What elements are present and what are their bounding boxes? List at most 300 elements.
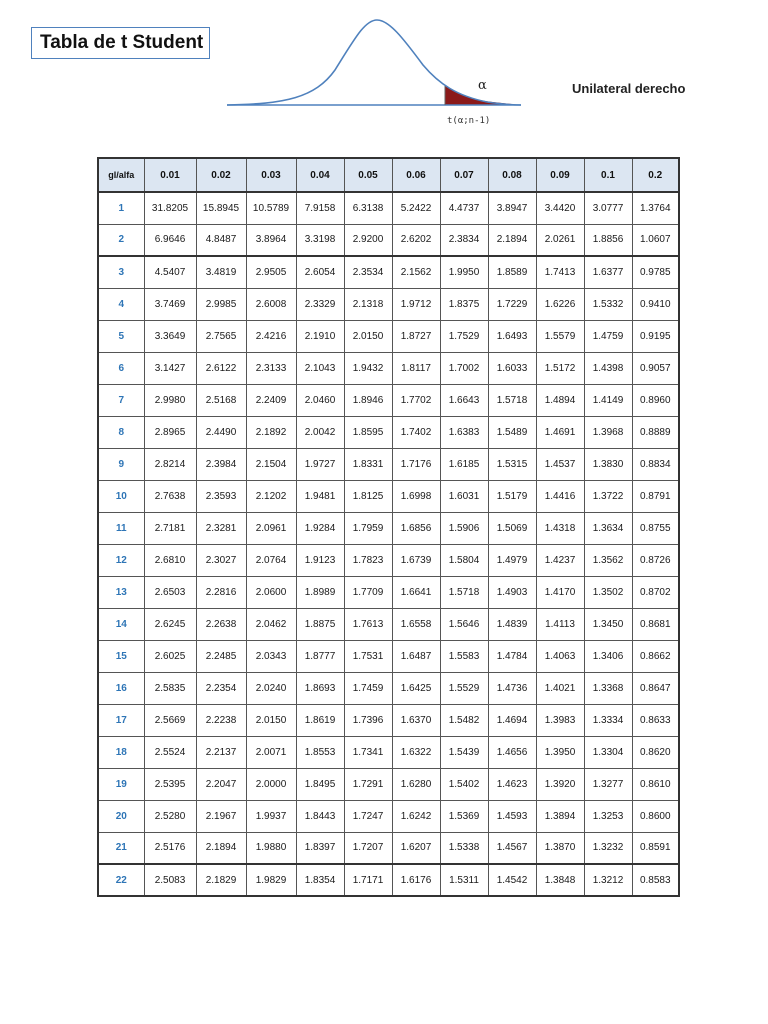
table-cell: 1.5402 <box>440 768 488 800</box>
row-gl-cell: 2 <box>98 224 144 256</box>
table-cell: 1.5489 <box>488 416 536 448</box>
table-cell: 1.7229 <box>488 288 536 320</box>
table-cell: 0.8633 <box>632 704 679 736</box>
table-cell: 1.3232 <box>584 832 632 864</box>
table-cell: 1.5804 <box>440 544 488 576</box>
table-cell: 0.8960 <box>632 384 679 416</box>
table-cell: 1.3562 <box>584 544 632 576</box>
table-cell: 1.6425 <box>392 672 440 704</box>
table-cell: 4.5407 <box>144 256 196 288</box>
table-row <box>98 480 679 512</box>
table-row <box>98 352 679 384</box>
table-cell: 2.5168 <box>196 384 246 416</box>
table-cell: 1.6185 <box>440 448 488 480</box>
row-gl-cell: 14 <box>98 608 144 640</box>
table-cell: 1.8619 <box>296 704 344 736</box>
table-cell: 1.7531 <box>344 640 392 672</box>
table-cell: 2.2238 <box>196 704 246 736</box>
table-cell: 1.6558 <box>392 608 440 640</box>
table-cell: 1.7613 <box>344 608 392 640</box>
table-cell: 0.8620 <box>632 736 679 768</box>
table-cell: 3.7469 <box>144 288 196 320</box>
table-cell: 4.8487 <box>196 224 246 256</box>
table-cell: 0.8791 <box>632 480 679 512</box>
table-cell: 2.0150 <box>344 320 392 352</box>
table-cell: 1.9123 <box>296 544 344 576</box>
table-cell: 1.9481 <box>296 480 344 512</box>
table-cell: 1.3212 <box>584 864 632 896</box>
row-gl-cell: 20 <box>98 800 144 832</box>
table-cell: 0.8583 <box>632 864 679 896</box>
table-cell: 2.8214 <box>144 448 196 480</box>
table-cell: 2.3133 <box>246 352 296 384</box>
table-cell: 1.8989 <box>296 576 344 608</box>
table-cell: 2.1910 <box>296 320 344 352</box>
table-cell: 2.2816 <box>196 576 246 608</box>
table-cell: 1.4416 <box>536 480 584 512</box>
table-cell: 2.3329 <box>296 288 344 320</box>
row-gl-cell: 10 <box>98 480 144 512</box>
table-cell: 1.7459 <box>344 672 392 704</box>
table-cell: 2.7638 <box>144 480 196 512</box>
table-cell: 0.8702 <box>632 576 679 608</box>
table-cell: 2.2485 <box>196 640 246 672</box>
table-cell: 1.9880 <box>246 832 296 864</box>
table-cell: 2.8965 <box>144 416 196 448</box>
table-row <box>98 320 679 352</box>
row-gl-cell: 7 <box>98 384 144 416</box>
table-row <box>98 224 679 256</box>
row-gl-cell: 13 <box>98 576 144 608</box>
row-gl-cell: 16 <box>98 672 144 704</box>
table-cell: 1.6856 <box>392 512 440 544</box>
table-cell: 1.4623 <box>488 768 536 800</box>
table-cell: 1.5369 <box>440 800 488 832</box>
table-cell: 1.3722 <box>584 480 632 512</box>
table-cell: 2.0343 <box>246 640 296 672</box>
table-cell: 0.8591 <box>632 832 679 864</box>
table-cell: 2.3281 <box>196 512 246 544</box>
table-cell: 2.0460 <box>296 384 344 416</box>
table-cell: 2.1562 <box>392 256 440 288</box>
table-cell: 2.6503 <box>144 576 196 608</box>
table-cell: 0.8755 <box>632 512 679 544</box>
row-gl-cell: 8 <box>98 416 144 448</box>
table-cell: 1.3968 <box>584 416 632 448</box>
bell-curve <box>227 20 521 105</box>
table-cell: 2.9200 <box>344 224 392 256</box>
table-cell: 2.1504 <box>246 448 296 480</box>
table-cell: 1.8946 <box>344 384 392 416</box>
table-cell: 1.3304 <box>584 736 632 768</box>
table-cell: 2.0071 <box>246 736 296 768</box>
table-cell: 1.8727 <box>392 320 440 352</box>
table-cell: 2.1894 <box>488 224 536 256</box>
table-cell: 0.8834 <box>632 448 679 480</box>
table-cell: 1.3368 <box>584 672 632 704</box>
table-cell: 1.4318 <box>536 512 584 544</box>
table-cell: 2.0462 <box>246 608 296 640</box>
table-cell: 2.4216 <box>246 320 296 352</box>
table-cell: 1.9284 <box>296 512 344 544</box>
t-student-table <box>97 157 680 897</box>
table-cell: 1.6377 <box>584 256 632 288</box>
t-distribution-curve <box>225 10 525 130</box>
table-cell: 1.7413 <box>536 256 584 288</box>
table-cell: 1.5069 <box>488 512 536 544</box>
table-cell: 1.3870 <box>536 832 584 864</box>
table-cell: 6.9646 <box>144 224 196 256</box>
table-cell: 1.8589 <box>488 256 536 288</box>
table-cell: 1.4237 <box>536 544 584 576</box>
table-cell: 1.4149 <box>584 384 632 416</box>
table-cell: 2.1043 <box>296 352 344 384</box>
table-row <box>98 672 679 704</box>
table-cell: 1.9712 <box>392 288 440 320</box>
table-cell: 1.7702 <box>392 384 440 416</box>
table-cell: 2.3984 <box>196 448 246 480</box>
table-cell: 2.2354 <box>196 672 246 704</box>
table-cell: 1.7709 <box>344 576 392 608</box>
table-cell: 2.3027 <box>196 544 246 576</box>
header-alpha: 0.07 <box>440 158 488 192</box>
header-alpha: 0.09 <box>536 158 584 192</box>
table-cell: 1.6383 <box>440 416 488 448</box>
table-cell: 5.2422 <box>392 192 440 224</box>
table-cell: 1.5179 <box>488 480 536 512</box>
table-cell: 0.8610 <box>632 768 679 800</box>
table-cell: 1.8553 <box>296 736 344 768</box>
table-cell: 1.4542 <box>488 864 536 896</box>
table-cell: 1.8331 <box>344 448 392 480</box>
table-cell: 1.5583 <box>440 640 488 672</box>
table-cell: 2.1894 <box>196 832 246 864</box>
table-cell: 1.9432 <box>344 352 392 384</box>
header-alpha: 0.04 <box>296 158 344 192</box>
table-cell: 2.1318 <box>344 288 392 320</box>
table-cell: 2.5524 <box>144 736 196 768</box>
table-cell: 1.5482 <box>440 704 488 736</box>
table-cell: 2.0961 <box>246 512 296 544</box>
table-cell: 7.9158 <box>296 192 344 224</box>
table-cell: 3.4819 <box>196 256 246 288</box>
table-cell: 2.0261 <box>536 224 584 256</box>
table-cell: 1.5718 <box>440 576 488 608</box>
table-cell: 1.3920 <box>536 768 584 800</box>
table-cell: 2.1967 <box>196 800 246 832</box>
table-row <box>98 768 679 800</box>
header-alpha: 0.06 <box>392 158 440 192</box>
table-cell: 1.5906 <box>440 512 488 544</box>
table-cell: 2.0764 <box>246 544 296 576</box>
table-cell: 2.9985 <box>196 288 246 320</box>
header-alpha: 0.01 <box>144 158 196 192</box>
table-cell: 2.6810 <box>144 544 196 576</box>
table-cell: 2.9505 <box>246 256 296 288</box>
table-cell: 1.6207 <box>392 832 440 864</box>
table-row <box>98 608 679 640</box>
page-title: Tabla de t Student <box>31 27 210 59</box>
table-cell: 1.6322 <box>392 736 440 768</box>
header-alpha: 0.02 <box>196 158 246 192</box>
header-alpha: 0.08 <box>488 158 536 192</box>
table-cell: 1.6643 <box>440 384 488 416</box>
row-gl-cell: 4 <box>98 288 144 320</box>
table-cell: 1.7402 <box>392 416 440 448</box>
table-cell: 1.3634 <box>584 512 632 544</box>
table-row <box>98 736 679 768</box>
table-cell: 0.8662 <box>632 640 679 672</box>
table-cell: 1.8875 <box>296 608 344 640</box>
table-cell: 2.5395 <box>144 768 196 800</box>
row-gl-cell: 15 <box>98 640 144 672</box>
row-gl-cell: 11 <box>98 512 144 544</box>
table-cell: 1.6176 <box>392 864 440 896</box>
table-cell: 2.6122 <box>196 352 246 384</box>
table-cell: 2.5176 <box>144 832 196 864</box>
table-cell: 2.0150 <box>246 704 296 736</box>
table-cell: 2.0600 <box>246 576 296 608</box>
table-cell: 2.2409 <box>246 384 296 416</box>
table-cell: 2.2137 <box>196 736 246 768</box>
row-gl-cell: 9 <box>98 448 144 480</box>
table-cell: 1.5315 <box>488 448 536 480</box>
table-cell: 3.3198 <box>296 224 344 256</box>
table-row <box>98 832 679 864</box>
table-cell: 1.3277 <box>584 768 632 800</box>
table-cell: 1.3764 <box>632 192 679 224</box>
table-cell: 3.1427 <box>144 352 196 384</box>
table-row <box>98 288 679 320</box>
table-cell: 1.4839 <box>488 608 536 640</box>
row-gl-cell: 22 <box>98 864 144 896</box>
table-cell: 3.8947 <box>488 192 536 224</box>
table-cell: 1.3894 <box>536 800 584 832</box>
table-cell: 0.9195 <box>632 320 679 352</box>
table-cell: 1.3848 <box>536 864 584 896</box>
table-cell: 31.8205 <box>144 192 196 224</box>
table-row <box>98 448 679 480</box>
table-cell: 1.4691 <box>536 416 584 448</box>
table-cell: 1.3502 <box>584 576 632 608</box>
table-cell: 3.3649 <box>144 320 196 352</box>
header-alpha: 0.2 <box>632 158 679 192</box>
table-cell: 1.4537 <box>536 448 584 480</box>
table-cell: 1.4694 <box>488 704 536 736</box>
table-cell: 1.6031 <box>440 480 488 512</box>
table-cell: 1.7341 <box>344 736 392 768</box>
table-cell: 1.8777 <box>296 640 344 672</box>
table-cell: 2.5835 <box>144 672 196 704</box>
row-gl-cell: 6 <box>98 352 144 384</box>
table-cell: 1.7396 <box>344 704 392 736</box>
table-cell: 1.9829 <box>246 864 296 896</box>
table-cell: 1.5332 <box>584 288 632 320</box>
table-cell: 2.0042 <box>296 416 344 448</box>
table-cell: 1.3830 <box>584 448 632 480</box>
header-alpha: 0.03 <box>246 158 296 192</box>
table-cell: 1.7291 <box>344 768 392 800</box>
table-cell: 1.4784 <box>488 640 536 672</box>
table-cell: 1.7176 <box>392 448 440 480</box>
critical-t-label: t(α;n-1) <box>447 116 491 126</box>
table-row <box>98 640 679 672</box>
table-cell: 2.6202 <box>392 224 440 256</box>
table-cell: 6.3138 <box>344 192 392 224</box>
table-cell: 2.1202 <box>246 480 296 512</box>
table-cell: 0.8726 <box>632 544 679 576</box>
table-cell: 1.0607 <box>632 224 679 256</box>
table-cell: 1.7529 <box>440 320 488 352</box>
table-row <box>98 192 679 224</box>
table-cell: 1.5172 <box>536 352 584 384</box>
table-cell: 2.5669 <box>144 704 196 736</box>
row-gl-cell: 1 <box>98 192 144 224</box>
alpha-symbol: α <box>478 78 487 93</box>
row-gl-cell: 3 <box>98 256 144 288</box>
table-cell: 4.4737 <box>440 192 488 224</box>
table-cell: 1.3253 <box>584 800 632 832</box>
table-cell: 1.4021 <box>536 672 584 704</box>
table-cell: 3.4420 <box>536 192 584 224</box>
table-cell: 0.8889 <box>632 416 679 448</box>
table-cell: 1.6033 <box>488 352 536 384</box>
table-cell: 1.7171 <box>344 864 392 896</box>
table-cell: 2.6025 <box>144 640 196 672</box>
table-cell: 1.3983 <box>536 704 584 736</box>
table-cell: 1.8125 <box>344 480 392 512</box>
table-cell: 2.6008 <box>246 288 296 320</box>
table-cell: 1.3406 <box>584 640 632 672</box>
table-cell: 1.6493 <box>488 320 536 352</box>
table-cell: 1.7002 <box>440 352 488 384</box>
table-cell: 1.6998 <box>392 480 440 512</box>
row-gl-cell: 21 <box>98 832 144 864</box>
table-cell: 1.3334 <box>584 704 632 736</box>
table-cell: 1.4736 <box>488 672 536 704</box>
row-gl-cell: 19 <box>98 768 144 800</box>
tail-type-label: Unilateral derecho <box>572 81 686 96</box>
table-cell: 1.7247 <box>344 800 392 832</box>
table-cell: 1.4113 <box>536 608 584 640</box>
table-cell: 1.9937 <box>246 800 296 832</box>
table-cell: 1.7207 <box>344 832 392 864</box>
table-cell: 2.2638 <box>196 608 246 640</box>
table-cell: 2.1829 <box>196 864 246 896</box>
table-row <box>98 704 679 736</box>
table-cell: 2.4490 <box>196 416 246 448</box>
row-gl-cell: 18 <box>98 736 144 768</box>
table-row <box>98 576 679 608</box>
table-cell: 1.5718 <box>488 384 536 416</box>
table-cell: 1.5579 <box>536 320 584 352</box>
table-cell: 1.4759 <box>584 320 632 352</box>
table-cell: 1.4170 <box>536 576 584 608</box>
table-cell: 1.4894 <box>536 384 584 416</box>
table-cell: 1.7959 <box>344 512 392 544</box>
header-alpha: 0.1 <box>584 158 632 192</box>
table-cell: 1.6739 <box>392 544 440 576</box>
table-cell: 1.4567 <box>488 832 536 864</box>
table-cell: 2.9980 <box>144 384 196 416</box>
table-cell: 0.8600 <box>632 800 679 832</box>
table-cell: 2.2047 <box>196 768 246 800</box>
table-cell: 1.6641 <box>392 576 440 608</box>
table-cell: 2.3534 <box>344 256 392 288</box>
table-cell: 1.9727 <box>296 448 344 480</box>
table-cell: 2.0240 <box>246 672 296 704</box>
table-cell: 1.6242 <box>392 800 440 832</box>
table-cell: 1.5439 <box>440 736 488 768</box>
table-cell: 1.8375 <box>440 288 488 320</box>
table-row <box>98 800 679 832</box>
table-cell: 1.4656 <box>488 736 536 768</box>
row-gl-cell: 5 <box>98 320 144 352</box>
header-alpha: 0.05 <box>344 158 392 192</box>
table-cell: 2.7565 <box>196 320 246 352</box>
table-cell: 0.8647 <box>632 672 679 704</box>
table-cell: 1.4398 <box>584 352 632 384</box>
table-cell: 1.4979 <box>488 544 536 576</box>
table-cell: 2.6245 <box>144 608 196 640</box>
table-cell: 1.6226 <box>536 288 584 320</box>
table-cell: 1.8443 <box>296 800 344 832</box>
table-cell: 1.8354 <box>296 864 344 896</box>
table-cell: 1.8117 <box>392 352 440 384</box>
table-row <box>98 416 679 448</box>
table-cell: 1.8595 <box>344 416 392 448</box>
table-cell: 1.4593 <box>488 800 536 832</box>
table-cell: 2.6054 <box>296 256 344 288</box>
table-cell: 1.5338 <box>440 832 488 864</box>
table-cell: 1.3950 <box>536 736 584 768</box>
table-cell: 1.4903 <box>488 576 536 608</box>
table-cell: 2.5280 <box>144 800 196 832</box>
table-cell: 15.8945 <box>196 192 246 224</box>
table-row <box>98 864 679 896</box>
table-cell: 0.9410 <box>632 288 679 320</box>
table-cell: 0.9057 <box>632 352 679 384</box>
table-cell: 1.8495 <box>296 768 344 800</box>
table-row <box>98 512 679 544</box>
table-cell: 2.3834 <box>440 224 488 256</box>
table-cell: 1.6370 <box>392 704 440 736</box>
row-gl-cell: 12 <box>98 544 144 576</box>
table-row <box>98 256 679 288</box>
table-cell: 2.0000 <box>246 768 296 800</box>
table-cell: 1.3450 <box>584 608 632 640</box>
table-cell: 3.0777 <box>584 192 632 224</box>
table-header-row <box>98 158 679 192</box>
table-cell: 2.3593 <box>196 480 246 512</box>
table-cell: 1.9950 <box>440 256 488 288</box>
table-cell: 1.7823 <box>344 544 392 576</box>
table-cell: 0.9785 <box>632 256 679 288</box>
table-cell: 1.5311 <box>440 864 488 896</box>
table-cell: 2.1892 <box>246 416 296 448</box>
table-cell: 0.8681 <box>632 608 679 640</box>
table-row <box>98 544 679 576</box>
table-cell: 1.8693 <box>296 672 344 704</box>
table-cell: 10.5789 <box>246 192 296 224</box>
table-cell: 2.5083 <box>144 864 196 896</box>
table-cell: 3.8964 <box>246 224 296 256</box>
table-cell: 1.6487 <box>392 640 440 672</box>
table-cell: 1.4063 <box>536 640 584 672</box>
table-cell: 2.7181 <box>144 512 196 544</box>
row-gl-cell: 17 <box>98 704 144 736</box>
table-cell: 1.5529 <box>440 672 488 704</box>
